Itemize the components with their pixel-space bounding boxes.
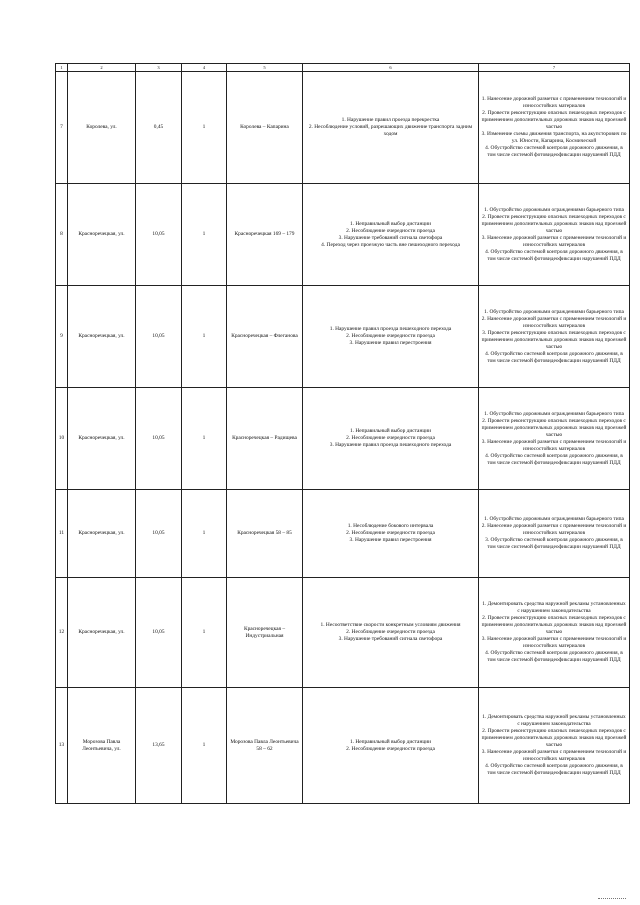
length-value: 13,65 — [136, 688, 182, 804]
violation-item: 1. Несоответствие скорости конкретным условиям движения — [320, 622, 461, 628]
row-number: 13 — [56, 688, 68, 804]
violation-item: 3. Нарушение правил перестроения — [349, 340, 432, 346]
measure-item: 2. Провести реконструкцию опасных пешеходных переходов с применением дополнительных дорожных знаков над проезжей частью — [481, 110, 627, 130]
measure-item: 2. Провести реконструкцию опасных пешеходных переходов с применением дополнительных дорожных знаков над проезжей частью — [481, 417, 627, 438]
table-row — [56, 72, 630, 184]
header-row — [56, 64, 630, 72]
measure-item: 4. Обустройство системой контроля дорожного движения, в том числе системой фотовидеофиксации нарушений ПДД — [485, 248, 623, 262]
row-number: 9 — [56, 286, 68, 388]
measure-item: 4. Обустройство системой контроля дорожного движения, в том числе системой фотовидеофиксации нарушений ПДД — [485, 650, 623, 663]
violation-item: 3. Нарушение требований сигнала светофора — [338, 234, 443, 241]
measures-cell — [479, 490, 630, 578]
measure-item: 3. Провести реконструкцию опасных пешеходных переходов с применением дополнительных дорожных знаков над проезжей частью — [481, 329, 627, 350]
measure-item: 2. Провести реконструкцию опасных пешеходных переходов с применением дополнительных дорожных знаков над проезжей частью — [481, 728, 627, 748]
measures-cell — [479, 388, 630, 490]
street-name: Красноречецкая, ул. — [68, 184, 136, 286]
street-name: Морозова Павла Леонтьевича, ул. — [68, 688, 136, 804]
violations-cell — [303, 688, 479, 804]
count-value: 1 — [182, 388, 227, 490]
header-cell-5: 5 — [227, 64, 303, 72]
violation-item: 2. Несоблюдение очередности проезда — [346, 333, 435, 339]
measure-item: 2. Нанесение дорожной разметки с применением технологий и износостойких материалов — [481, 523, 627, 536]
violation-item: 2. Несоблюдение очередности проезда — [346, 745, 435, 752]
violations-cell — [303, 184, 479, 286]
measure-item: 1. Обустройство дорожными ограждениями барьерного типа — [484, 308, 624, 315]
length-value: 10,05 — [136, 388, 182, 490]
intersection-name: Красноречецкая – Индустриальная — [227, 578, 303, 688]
violations-cell — [303, 286, 479, 388]
intersection-name: Красноречецкая 169 – 179 — [227, 184, 303, 286]
violation-item: 2. Несоблюдение очередности проезда — [346, 435, 435, 441]
intersection-name: Красноречецкая 58 – 85 — [227, 490, 303, 578]
count-value: 1 — [182, 578, 227, 688]
measures-cell — [479, 688, 630, 804]
row-number: 7 — [56, 72, 68, 184]
violation-item: 2. Несоблюдение условий, разрешающих движение транспорта задним ходом — [308, 124, 473, 137]
measure-item: 2. Провести реконструкцию опасных пешеходных переходов с применением дополнительных дорожных знаков над проезжей частью — [481, 615, 627, 635]
violation-item: 2. Несоблюдение очередности проезда — [346, 629, 435, 635]
violation-item: 3. Нарушение правил проезда пешеходного перехода — [329, 442, 452, 448]
count-value: 1 — [182, 184, 227, 286]
length-value: 0,45 — [136, 72, 182, 184]
table-row — [56, 578, 630, 688]
row-number: 12 — [56, 578, 68, 688]
measure-item: 3. Нанесение дорожной разметки с применением технологий и износостойких материалов — [481, 438, 627, 452]
length-value: 10,05 — [136, 578, 182, 688]
header-cell-7: 7 — [479, 64, 630, 72]
measures-cell — [479, 286, 630, 388]
measure-item: 1. Обустройство дорожными ограждениями барьерного типа — [484, 206, 624, 213]
table-row — [56, 184, 630, 286]
measure-item: 1. Демонтировать средства наружной рекламы установленных с нарушением законодательства — [482, 601, 626, 614]
count-value: 1 — [182, 688, 227, 804]
scan-speck — [598, 898, 626, 901]
table-body — [56, 72, 630, 804]
street-name: Красноречецкая, ул. — [68, 388, 136, 490]
measure-item: 1. Нанесение дорожной разметки с применением технологий и износостойких материалов — [481, 96, 627, 109]
header-cell-2: 2 — [68, 64, 136, 72]
measure-item: 1. Обустройство дорожными ограждениями барьерного типа — [484, 410, 624, 417]
length-value: 10,05 — [136, 184, 182, 286]
measures-cell — [479, 184, 630, 286]
length-value: 10,05 — [136, 286, 182, 388]
table-row — [56, 688, 630, 804]
header-cell-3: 3 — [136, 64, 182, 72]
violations-cell — [303, 490, 479, 578]
hazard-sections-table — [55, 63, 630, 804]
count-value: 1 — [182, 286, 227, 388]
intersection-name: Красноречецкая – Радищева — [227, 388, 303, 490]
table-row — [56, 286, 630, 388]
table-row — [56, 388, 630, 490]
violations-cell — [303, 388, 479, 490]
violation-item: 1. Неправильный выбор дистанции — [350, 738, 431, 745]
intersection-name: Морозова Павла Леонтьевича 58 – 62 — [227, 688, 303, 804]
intersection-name: Красноречецкая – Флеганова — [227, 286, 303, 388]
measure-item: 4. Обустройство системой контроля дорожного движения, в том числе системой фотовидеофиксации нарушений ПДД — [485, 145, 623, 158]
street-name: Королева, ул. — [68, 72, 136, 184]
violation-item: 4. Переход через проезжую часть вне пешеходного перехода — [321, 241, 460, 248]
violation-item: 1. Нарушение правил проезда пешеходного перехода — [329, 326, 452, 332]
street-name: Красноречецкая, ул. — [68, 578, 136, 688]
row-number: 8 — [56, 184, 68, 286]
measures-cell — [479, 72, 630, 184]
measure-item: 2. Нанесение дорожной разметки с применением технологий и износостойких материалов — [481, 315, 627, 329]
measure-item: 3. Нанесение дорожной разметки с применением технологий и износостойких материалов — [481, 636, 627, 649]
measure-item: 4. Обустройство системой контроля дорожного движения, в том числе системой фотовидеофиксации нарушений ПДД — [485, 350, 623, 364]
count-value: 1 — [182, 490, 227, 578]
header-cell-1: 1 — [56, 64, 68, 72]
violation-item: 3. Нарушение правил перестроения — [349, 537, 432, 543]
measure-item: 1. Обустройство дорожными ограждениями барьерного типа — [484, 516, 624, 522]
violations-cell — [303, 72, 479, 184]
violation-item: 1. Неправильный выбор дистанции — [350, 220, 431, 227]
measure-item: 3. Обустройство системой контроля дорожного движения, в том числе системой фотовидеофиксации нарушений ПДД — [485, 537, 623, 550]
count-value: 1 — [182, 72, 227, 184]
violation-item: 1. Нарушение правил проезда перекрестка — [341, 117, 440, 123]
violations-cell — [303, 578, 479, 688]
measure-item: 3. Изменение схемы движения транспорта, на акупсторович по ул. Юности, Капарина, Космической — [481, 131, 627, 144]
measure-item: 3. Нанесение дорожной разметки с применением технологий и износостойких материалов — [481, 749, 627, 762]
header-cell-6: 6 — [303, 64, 479, 72]
length-value: 10,05 — [136, 490, 182, 578]
intersection-name: Королева – Капарина — [227, 72, 303, 184]
measure-item: 1. Демонтировать средства наружной рекламы установленных с нарушением законодательства — [482, 714, 626, 727]
row-number: 11 — [56, 490, 68, 578]
violation-item: 1. Неправильный выбор дистанции — [350, 428, 431, 434]
violation-item: 1. Несоблюдение бокового интервала — [347, 523, 434, 529]
measures-cell — [479, 578, 630, 688]
street-name: Красноречецкая, ул. — [68, 490, 136, 578]
violation-item: 3. Нарушение требований сигнала светофора — [338, 636, 443, 642]
row-number: 10 — [56, 388, 68, 490]
violation-item: 2. Несоблюдение очередности проезда — [346, 227, 435, 234]
street-name: Красноречецкая, ул. — [68, 286, 136, 388]
table-row — [56, 490, 630, 578]
measure-item: 4. Обустройство системой контроля дорожного движения, в том числе системой фотовидеофиксации нарушений ПДД — [485, 763, 623, 776]
measure-item: 3. Нанесение дорожной разметки с применением технологий и износостойких материалов — [481, 234, 627, 248]
measure-item: 2. Провести реконструкцию опасных пешеходных переходов с применением дополнительных дорожных знаков над проезжей частью — [481, 213, 627, 234]
header-cell-4: 4 — [182, 64, 227, 72]
measure-item: 4. Обустройство системой контроля дорожного движения, в том числе системой фотовидеофиксации нарушений ПДД — [485, 452, 623, 466]
violation-item: 2. Несоблюдение очередности проезда — [346, 530, 435, 536]
